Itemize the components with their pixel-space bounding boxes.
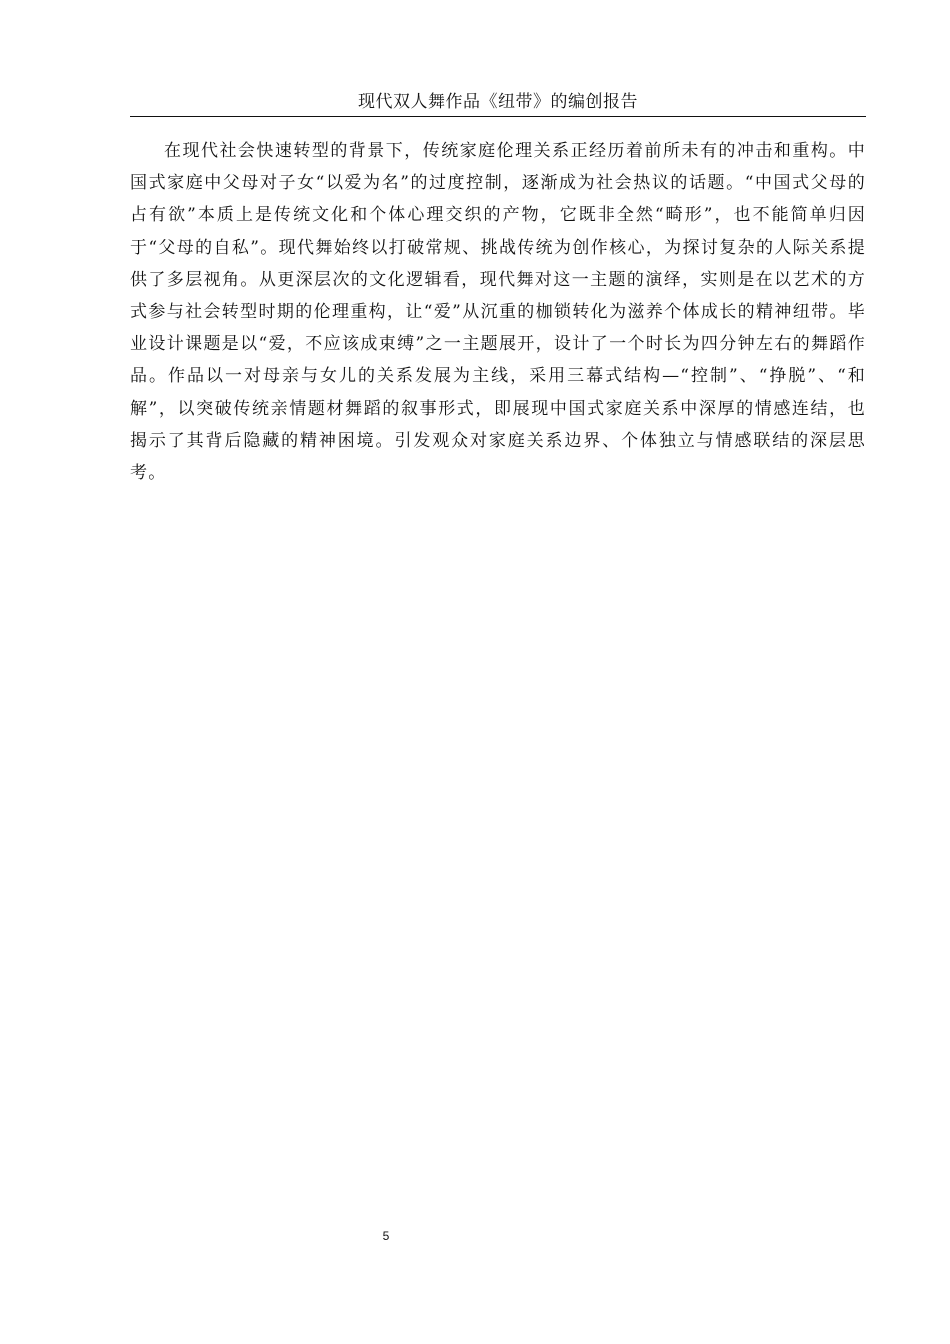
- header-divider: [130, 116, 866, 117]
- running-header-title: 现代双人舞作品《纽带》的编创报告: [358, 92, 638, 112]
- page-number: 5: [382, 1229, 390, 1243]
- body-paragraph: 在现代社会快速转型的背景下，传统家庭伦理关系正经历着前所未有的冲击和重构。中国式家庭中父母对子女“以爱为名”的过度控制，逐渐成为社会热议的话题。“中国式父母的占有欲”本质上是传统文化和个体心理交织的产物，它既非全然“畸形”，也不能简单归因于“父母的自私”。现代舞始终以打破常规、挑战传统为创作核心，为探讨复杂的人际关系提供了多层视角。从更深层次的文化逻辑看，现代舞对这一主题的演绎，实则是在以艺术的方式参与社会转型时期的伦理重构，让“爱”从沉重的枷锁转化为滋养个体成长的精神纽带。毕业设计课题是以“爱，不应该成束缚”之一主题展开，设计了一个时长为四分钟左右的舞蹈作品。作品以一对母亲与女儿的关系发展为主线，采用三幕式结构—“控制”、“挣脱”、“和解”，以突破传统亲情题材舞蹈的叙事形式，即展现中国式家庭关系中深厚的情感连结，也揭示了其背后隐藏的精神困境。引发观众对家庭关系边界、个体独立与情感联结的深层思考。: [130, 141, 866, 484]
